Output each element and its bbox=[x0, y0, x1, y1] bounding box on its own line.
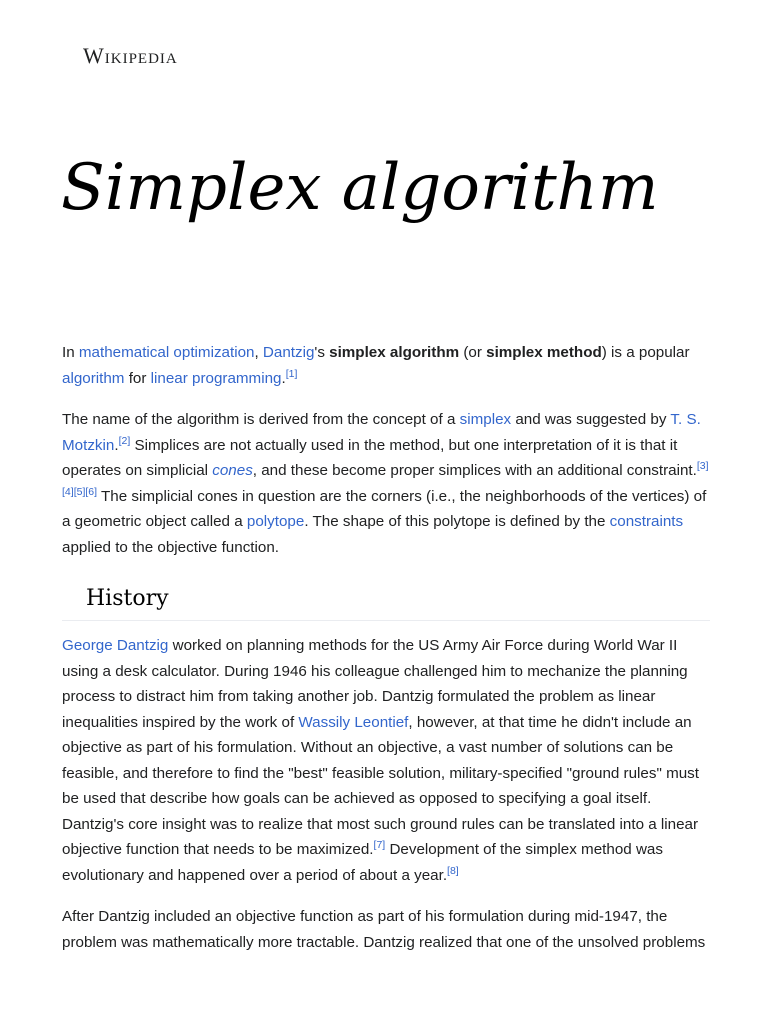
bold-simplex-algorithm: simplex algorithm bbox=[329, 344, 460, 361]
p2-text-4: Simplices are not actually used in the method, but one interpretation of it is that it operates on simplicial bbox=[62, 436, 678, 479]
history-p2-text-1: After Dantzig included an objective function as part of his formulation during mid-1947, the problem was mathematically more tractable. Dantzig realized that one of the unsolved problems bbox=[62, 908, 706, 951]
bold-simplex-method: simplex method bbox=[486, 344, 602, 361]
intro-text-4: (or bbox=[459, 344, 487, 361]
reference-7[interactable]: [7] bbox=[373, 839, 386, 851]
link-constraints[interactable]: constraints bbox=[609, 513, 684, 530]
intro-text-2: , bbox=[254, 344, 263, 361]
history-p1-text-2: , however, at that time he didn't include an objective as part of his formulation. Without an objective, a vast number of solutions can be feasible, and therefore to find the "best" feasible solution, military-specified "ground rules" must be used that describe how goals can be achieved as opposed to specifying a goal itself. Dantzig's core insight was to realize that most such ground rules can be translated into a linear objective function that needs to be maximized. bbox=[62, 713, 699, 858]
link-linear-programming[interactable]: linear programming bbox=[150, 369, 282, 387]
link-wassily-leontief[interactable]: Wassily Leontief bbox=[298, 713, 409, 731]
p2-text-5: , and these become proper simplices with an additional constraint. bbox=[252, 462, 697, 479]
link-dantzig[interactable]: Dantzig bbox=[262, 344, 315, 361]
intro-text-1: In bbox=[62, 344, 79, 361]
reference-8[interactable]: [8] bbox=[447, 864, 459, 877]
article-body bbox=[62, 340, 710, 971]
link-george-dantzig[interactable]: George Dantzig bbox=[62, 637, 169, 654]
reference-4[interactable]: [4] bbox=[62, 485, 74, 498]
reference-1[interactable]: [1] bbox=[285, 367, 298, 380]
link-simplex[interactable]: simplex bbox=[459, 411, 512, 428]
reference-3[interactable]: [3] bbox=[696, 460, 709, 472]
intro-text-6: for bbox=[124, 369, 151, 387]
reference-6[interactable]: [6] bbox=[85, 485, 98, 498]
p2-text-6: The simplicial cones in question are the corners (i.e., the neighborhoods of the vertices) of a geometric object called a bbox=[62, 487, 707, 530]
history-paragraph-1 bbox=[62, 633, 710, 888]
history-p1-text-3: Development of the simplex method was evolutionary and happened over a period of about a year. bbox=[62, 841, 663, 884]
name-origin-paragraph bbox=[62, 407, 710, 560]
history-paragraph-2 bbox=[62, 904, 710, 955]
link-polytope[interactable]: polytope bbox=[246, 513, 305, 530]
p2-text-7: . The shape of this polytope is defined by the bbox=[304, 513, 610, 530]
intro-text-5: ) is a popular bbox=[601, 344, 690, 361]
history-p1-text-1: worked on planning methods for the US Army Air Force during World War II using a desk calculator. During 1946 his colleague challenged him to mechanize the planning process to distract him from taking another job. Dantzig formulated the problem as linear inequalities inspired by the work of bbox=[62, 637, 688, 731]
link-algorithm[interactable]: algorithm bbox=[62, 369, 125, 387]
p2-text-3: . bbox=[114, 436, 119, 454]
page-title: Simplex algorithm bbox=[61, 151, 659, 225]
intro-text-7: . bbox=[281, 369, 286, 387]
link-motzkin[interactable]: T. S. Motzkin bbox=[62, 411, 701, 454]
link-mathematical-optimization[interactable]: mathematical optimization bbox=[78, 344, 255, 361]
intro-paragraph bbox=[62, 340, 710, 391]
p2-text-1: The name of the algorithm is derived from the concept of a bbox=[62, 411, 460, 428]
reference-2[interactable]: [2] bbox=[118, 434, 131, 447]
link-cones[interactable]: cones bbox=[212, 462, 253, 479]
p2-text-8: applied to the objective function. bbox=[62, 538, 279, 556]
intro-text-3: 's bbox=[314, 344, 330, 361]
wikipedia-wordmark[interactable]: Wikipedia bbox=[83, 43, 178, 68]
section-heading-history[interactable]: History bbox=[62, 584, 710, 621]
reference-5[interactable]: [5] bbox=[73, 485, 86, 498]
p2-text-2: and was suggested by bbox=[511, 411, 671, 428]
